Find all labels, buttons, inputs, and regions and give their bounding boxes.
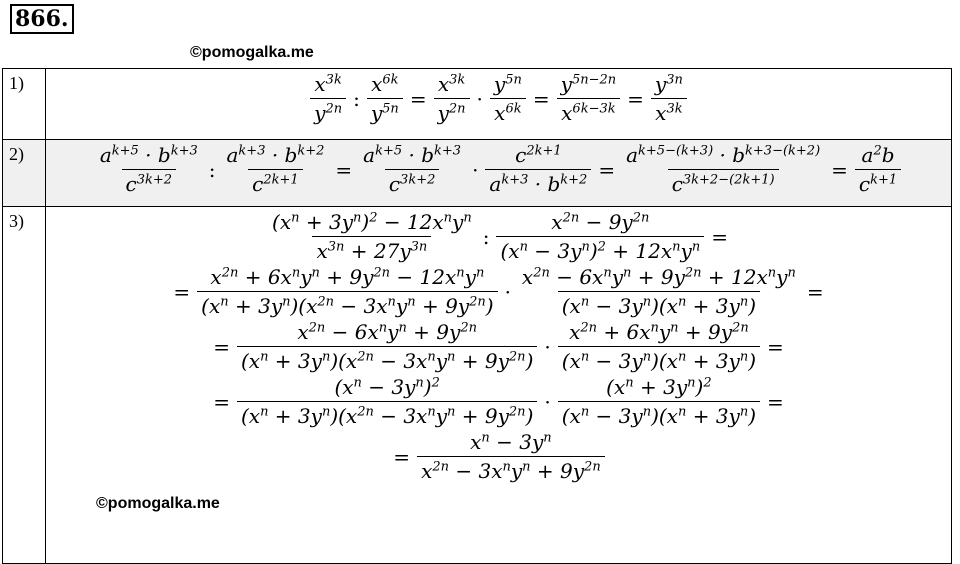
row-label: 1) xyxy=(3,69,46,140)
operator: = xyxy=(831,157,848,182)
denominator: $c^{2k+1}$ xyxy=(248,169,303,196)
fraction xyxy=(310,72,346,125)
operator: : xyxy=(208,157,216,182)
numerator: $x^{3k}$ xyxy=(314,72,342,96)
denominator: $(x^n - 3y^n)(x^n + 3y^n)$ xyxy=(558,346,760,373)
fraction xyxy=(237,375,537,428)
fraction xyxy=(417,430,605,483)
fraction xyxy=(367,72,403,125)
numerator: $y^{3n}$ xyxy=(654,72,683,96)
solution-row-1 xyxy=(3,69,952,140)
denominator: $(x^n - 3y^n)(x^n + 3y^n)$ xyxy=(558,291,760,318)
operator: = xyxy=(806,279,824,304)
numerator: $x^n - 3y^n$ xyxy=(470,430,552,454)
equation-line xyxy=(47,143,950,196)
operator: = xyxy=(532,86,550,111)
fraction xyxy=(434,72,470,125)
operator: = xyxy=(173,279,191,304)
operator: = xyxy=(598,157,616,182)
fraction xyxy=(518,265,800,318)
fraction xyxy=(359,143,465,196)
equation-line xyxy=(47,320,950,373)
denominator: $(x^n - 3y^n)(x^n + 3y^n)$ xyxy=(558,401,760,428)
solution-table xyxy=(2,68,952,564)
numerator: $(x^n - 3y^n)^2$ xyxy=(334,375,440,399)
numerator: $x^{2n} + 6x^ny^n + 9y^{2n} - 12x^ny^n$ xyxy=(210,265,485,289)
numerator: $(x^n + 3y^n)^2$ xyxy=(606,375,712,399)
numerator: $x^{2n} - 9y^{2n}$ xyxy=(551,210,650,234)
watermark-top: ©pomogalka.me xyxy=(190,44,314,61)
denominator: $(x^n + 3y^n)(x^{2n} - 3x^ny^n + 9y^{2n})$ xyxy=(197,291,497,318)
fraction xyxy=(96,143,202,196)
fraction xyxy=(222,143,328,196)
fraction xyxy=(485,143,591,196)
row-math xyxy=(46,69,952,140)
equation-line xyxy=(47,210,950,263)
equation-line xyxy=(47,72,950,125)
denominator: $x^{6k}$ xyxy=(490,98,525,125)
operator: = xyxy=(767,334,784,359)
numerator: $y^{5n}$ xyxy=(493,72,522,96)
operator: = xyxy=(335,157,353,182)
operator: = xyxy=(213,334,230,359)
numerator: $a^{k+3} \cdot b^{k+2}$ xyxy=(226,143,325,167)
equation-line xyxy=(47,265,950,318)
denominator: $x^{3k}$ xyxy=(651,98,686,125)
numerator: $x^{2n} - 6x^ny^n + 9y^{2n} + 12x^ny^n$ xyxy=(521,265,796,289)
fraction xyxy=(490,72,526,125)
numerator: $x^{3k}$ xyxy=(437,72,466,96)
fraction xyxy=(651,72,687,125)
denominator: $x^{3n} + 27y^{3n}$ xyxy=(312,236,431,263)
fraction xyxy=(557,72,621,125)
operator: · xyxy=(544,334,551,359)
fraction xyxy=(268,210,476,263)
denominator: $y^{2n}$ xyxy=(310,98,346,125)
operator: = xyxy=(393,444,411,469)
denominator: $y^{2n}$ xyxy=(434,98,470,125)
operator: : xyxy=(353,86,360,111)
operator: = xyxy=(711,224,728,249)
operator: = xyxy=(409,86,427,111)
numerator: $x^{2n} + 6x^ny^n + 9y^{2n}$ xyxy=(569,320,749,344)
denominator: $c^{3k+2}$ xyxy=(122,169,177,196)
numerator: $x^{2n} - 6x^ny^n + 9y^{2n}$ xyxy=(297,320,477,344)
watermark-bottom: ©pomogalka.me xyxy=(96,495,220,512)
numerator: $x^{6k}$ xyxy=(371,72,399,96)
fraction xyxy=(558,320,760,373)
denominator: $c^{3k+2}$ xyxy=(385,169,440,196)
numerator: $a^2b$ xyxy=(861,143,895,167)
numerator: $a^{k+5} \cdot b^{k+3}$ xyxy=(363,143,462,167)
operator: · xyxy=(472,157,479,182)
denominator: $y^{5n}$ xyxy=(367,98,403,125)
operator: · xyxy=(476,86,483,111)
numerator: $y^{5n-2n}$ xyxy=(560,72,617,96)
denominator: $c^{3k+2-(2k+1)}$ xyxy=(668,169,779,196)
operator: · xyxy=(544,389,551,414)
equation-line xyxy=(47,430,950,483)
row-math xyxy=(46,140,952,207)
fraction xyxy=(855,143,901,196)
denominator: $c^{k+1}$ xyxy=(855,169,901,196)
solution-row-2 xyxy=(3,140,952,207)
denominator: $(x^n + 3y^n)(x^{2n} - 3x^ny^n + 9y^{2n})$ xyxy=(237,401,537,428)
operator: = xyxy=(767,389,784,414)
denominator: $a^{k+3} \cdot b^{k+2}$ xyxy=(485,169,591,196)
problem-number: 866. xyxy=(10,4,74,34)
denominator: $(x^n + 3y^n)(x^{2n} - 3x^ny^n + 9y^{2n})$ xyxy=(237,346,537,373)
numerator: $c^{2k+1}$ xyxy=(515,143,562,167)
fraction xyxy=(197,265,497,318)
operator: : xyxy=(482,224,490,249)
numerator: $a^{k+5-(k+3)} \cdot b^{k+3-(k+2)}$ xyxy=(626,143,821,167)
denominator: $x^{6k-3k}$ xyxy=(557,98,619,125)
numerator: $a^{k+5} \cdot b^{k+3}$ xyxy=(99,143,198,167)
denominator: $(x^n - 3y^n)^2 + 12x^ny^n$ xyxy=(496,236,704,263)
fraction xyxy=(237,320,537,373)
equation-line xyxy=(47,375,950,428)
operator: · xyxy=(504,279,511,304)
numerator: $(x^n + 3y^n)^2 - 12x^ny^n$ xyxy=(272,210,472,234)
operator: = xyxy=(627,86,644,111)
denominator: $x^{2n} - 3x^ny^n + 9y^{2n}$ xyxy=(417,456,605,483)
fraction xyxy=(558,375,760,428)
row-label: 2) xyxy=(3,140,46,207)
row-label: 3) xyxy=(3,207,46,564)
fraction xyxy=(496,210,704,263)
fraction xyxy=(622,143,824,196)
operator: = xyxy=(213,389,230,414)
